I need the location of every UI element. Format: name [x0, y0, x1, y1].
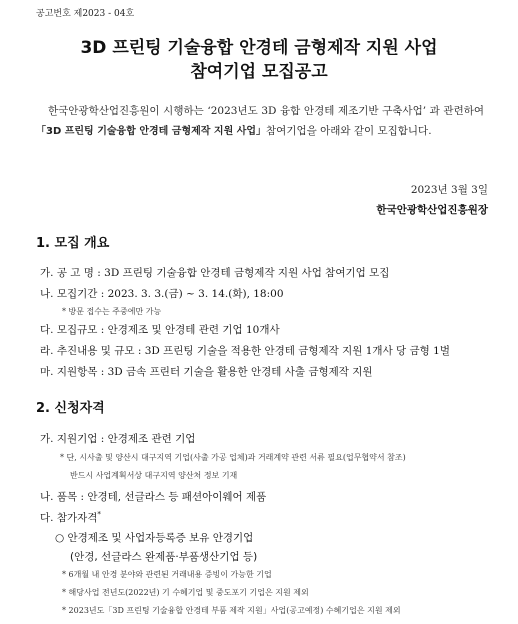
section1-item-support: 마. 지원항목 : 3D 금속 프린터 기술을 활용한 안경테 사출 금형제작 지원: [40, 366, 373, 378]
announcement-date: 2023년 3월 3일: [410, 184, 488, 196]
intro-text-1: 한국안광학산업진흥원이 시행하는 ‘2023년도 3D 융합 안경테 제조기반 구축사업’ 과 관련하여: [48, 105, 484, 117]
section2-item-products: 나. 품목 : 안경테, 선글라스 등 패션아이웨어 제품: [40, 491, 267, 503]
eligibility-item1: ○ 안경제조 및 사업자등록증 보유 안경기업: [55, 532, 254, 544]
section1-heading: 1. 모집 개요: [36, 236, 110, 251]
notice-number: 공고번호 제2023 - 04호: [36, 9, 135, 19]
eligibility-note2: * 해당사업 전년도(2022년) 기 수혜기업 및 중도포기 기업은 지원 제외: [62, 588, 309, 597]
eligibility-asterisk: *: [97, 510, 101, 519]
section1-item-content: 라. 추진내용 및 규모 : 3D 프린팅 기술을 적용한 안경테 금형제작 지원 1개사 당 금형 1벌: [40, 345, 450, 357]
page-title-line1: 3D 프린팅 기술융합 안경테 금형제작 지원 사업: [80, 38, 438, 58]
section2-company-note1: * 단, 시사출 및 양산시 대구지역 기업(사출 가공 업체)과 거래계약 관련 서류 필요(업무협약서 참조): [60, 453, 406, 462]
section1-item-period: 나. 모집기간 : 2023. 3. 3.(금) ~ 3. 14.(화), 18:00: [40, 288, 284, 300]
eligibility-label: 다. 참가자격: [40, 512, 98, 524]
eligibility-note3: * 2023년도「3D 프린팅 기술융합 안경테 부품 제작 지원」사업(공고예정) 수혜기업은 지원 제외: [62, 606, 401, 615]
section2-company-note2: 반드시 사업계획서상 대구지역 양산처 정보 기재: [70, 471, 238, 480]
intro-text-2: 참여기업을 아래와 같이 모집합니다.: [266, 125, 432, 137]
intro-paragraph: [36, 101, 484, 142]
page-title-line2: 참여기업 모집공고: [190, 62, 328, 82]
eligibility-note1: * 6개월 내 안경 분야와 관련된 거래내용 증빙이 가능한 기업: [62, 570, 272, 579]
section1-period-note: * 방문 접수는 주중에만 가능: [62, 307, 162, 316]
section2-item-eligibility: [40, 510, 101, 525]
eligibility-item2: (안경, 선글라스 완제품·부품생산기업 등): [70, 551, 258, 563]
issuer-name: 한국안광학산업진흥원장: [376, 204, 488, 216]
section2-item-company: 가. 지원기업 : 안경제조 관련 기업: [40, 433, 196, 445]
section1-item-scale: 다. 모집규모 : 안경제조 및 안경테 관련 기업 10개사: [40, 324, 280, 336]
section1-item-title: 가. 공 고 명 : 3D 프린팅 기술융합 안경테 금형제작 지원 사업 참여기업 모집: [40, 267, 390, 279]
section2-heading: 2. 신청자격: [36, 401, 105, 416]
intro-program-name: 「3D 프린팅 기술융합 안경테 금형제작 지원 사업」: [36, 126, 267, 137]
